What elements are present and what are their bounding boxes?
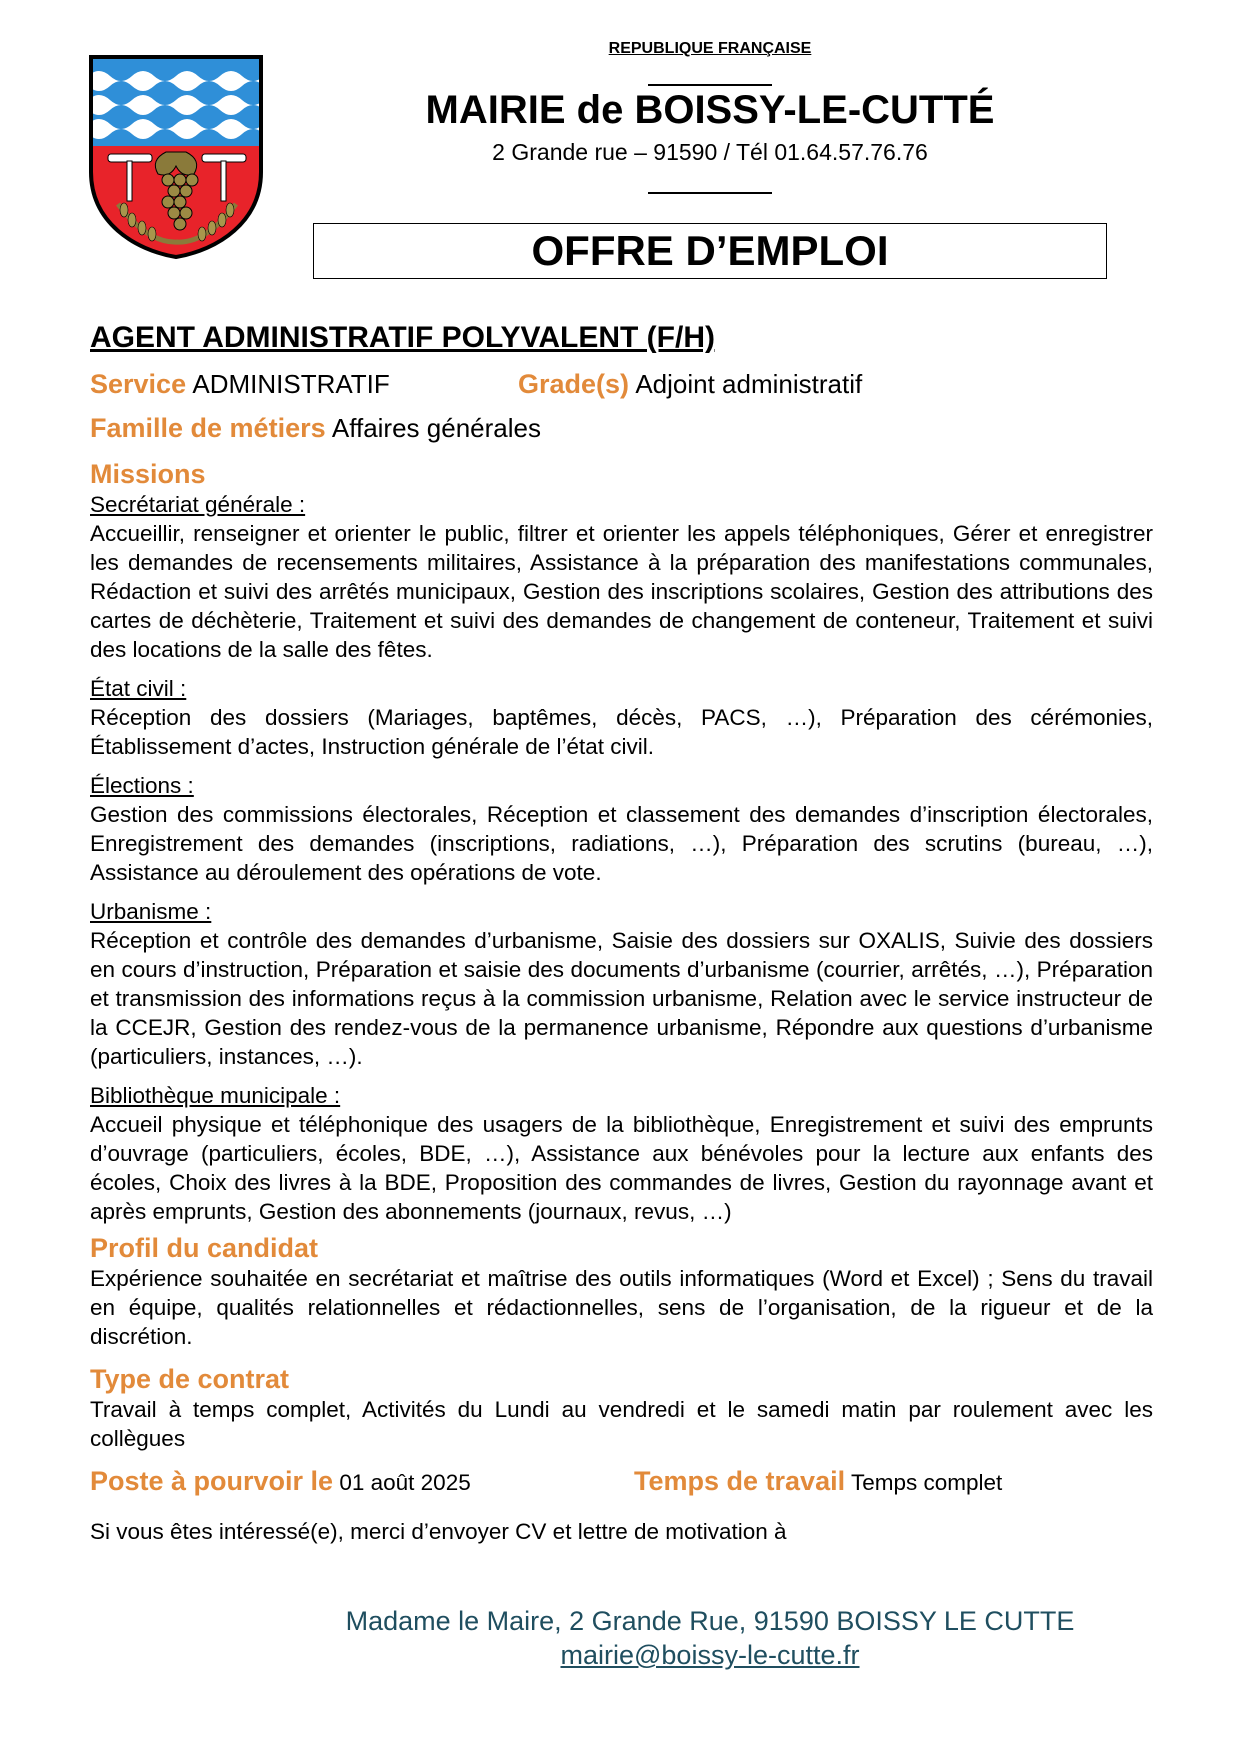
poste-value: 01 août 2025	[339, 1470, 471, 1495]
mission-section-title: Urbanisme :	[90, 899, 212, 924]
mission-section-title: Bibliothèque municipale :	[90, 1083, 341, 1108]
republique-heading: REPUBLIQUE FRANÇAISE	[608, 40, 812, 57]
mission-section-text: Réception des dossiers (Mariages, baptêmes, décès, PACS, …), Préparation des cérémonies, Établissement d’actes, Instruction générale de l’état civil.	[90, 705, 1153, 759]
service-label: Service	[90, 369, 187, 399]
contact-intro: Si vous êtes intéressé(e), merci d’envoyer CV et lettre de motivation à	[90, 1519, 787, 1544]
service-value: ADMINISTRATIF	[192, 369, 390, 399]
poste-row	[90, 1467, 1153, 1497]
mission-section-title: Élections :	[90, 773, 194, 798]
mission-section	[90, 490, 1153, 664]
contrat-text: Travail à temps complet, Activités du Lundi au vendredi et le samedi matin par roulement avec les collègues	[90, 1397, 1153, 1451]
poste-label: Poste à pourvoir le	[90, 1466, 334, 1496]
mairie-address: 2 Grande rue – 91590 / Tél 01.64.57.76.76	[492, 139, 928, 165]
mission-section	[90, 897, 1153, 1071]
offre-emploi-title: OFFRE D’EMPLOI	[531, 227, 889, 274]
profil-text: Expérience souhaitée en secrétariat et maîtrise des outils informatiques (Word et Excel) ; Sens du travail en équipe, qualités relationnelles et rédactionnelles, sens de l’organisation, de la rigueur et de la discrétion.	[90, 1266, 1153, 1349]
temps-label: Temps de travail	[634, 1466, 846, 1496]
service-grade-row	[90, 370, 1153, 400]
famille-row	[90, 414, 1153, 444]
header-separator	[648, 192, 772, 194]
mairie-title: MAIRIE de BOISSY-LE-CUTTÉ	[425, 88, 995, 132]
offer-content	[90, 320, 1153, 1546]
offre-emploi-box	[313, 223, 1107, 279]
grade-label: Grade(s)	[518, 369, 630, 399]
contrat-heading: Type de contrat	[90, 1364, 290, 1394]
mission-section	[90, 674, 1153, 761]
famille-label: Famille de métiers	[90, 413, 326, 443]
header-separator	[648, 84, 772, 86]
mission-section-title: État civil :	[90, 676, 187, 701]
mission-section-text: Accueil physique et téléphonique des usagers de la bibliothèque, Enregistrement et suivi des emprunts d’ouvrage (particuliers, écoles, BDE, …), Assistance aux bénévoles pour la lecture aux enfants des écoles, Choix des livres à la BDE, Proposition des commandes de livres, Gestion du rayonnage avant et après emprunts, Gestion des abonnements (journaux, revus, …)	[90, 1112, 1153, 1224]
profil-heading: Profil du candidat	[90, 1233, 319, 1263]
mission-section	[90, 1081, 1153, 1226]
contact-email-link[interactable]: mairie@boissy-le-cutte.fr	[560, 1640, 860, 1670]
contact-address: Madame le Maire, 2 Grande Rue, 91590 BOISSY LE CUTTE	[345, 1606, 1075, 1636]
missions-heading: Missions	[90, 459, 206, 489]
mission-section-title: Secrétariat générale :	[90, 492, 306, 517]
mission-section-text: Accueillir, renseigner et orienter le public, filtrer et orienter les appels téléphoniques, Gérer et enregistrer les demandes de recensements militaires, Assistance à la préparation des manifestations communales, Rédaction et suivi des arrêtés municipaux, Gestion des inscriptions scolaires, Gestion des attributions des cartes de déchèterie, Traitement et suivi des demandes de changement de conteneur, Traitement et suivi des locations de la salle des fêtes.	[90, 521, 1153, 662]
mission-section-text: Gestion des commissions électorales, Réception et classement des demandes d’inscription électorales, Enregistrement des demandes (inscriptions, radiations, …), Préparation des scrutins (bureau, …), Assistance au déroulement des opérations de vote.	[90, 802, 1153, 885]
mission-section-text: Réception et contrôle des demandes d’urbanisme, Saisie des dossiers sur OXALIS, Suivie des dossiers en cours d’instruction, Préparation et saisie des documents d’urbanisme (courrier, arrêtés, …), Préparation et transmission des informations reçus à la commission urbanisme, Relation avec le service instructeur de la CCEJR, Gestion des rendez-vous de la permanence urbanisme, Répondre aux questions d’urbanisme (particuliers, instances, …).	[90, 928, 1153, 1069]
temps-value: Temps complet	[850, 1470, 1003, 1495]
coat-of-arms-icon	[88, 54, 266, 260]
famille-value: Affaires générales	[331, 413, 541, 443]
job-title: AGENT ADMINISTRATIF POLYVALENT (F/H)	[90, 321, 715, 354]
mission-section	[90, 771, 1153, 887]
grade-value: Adjoint administratif	[635, 369, 863, 399]
